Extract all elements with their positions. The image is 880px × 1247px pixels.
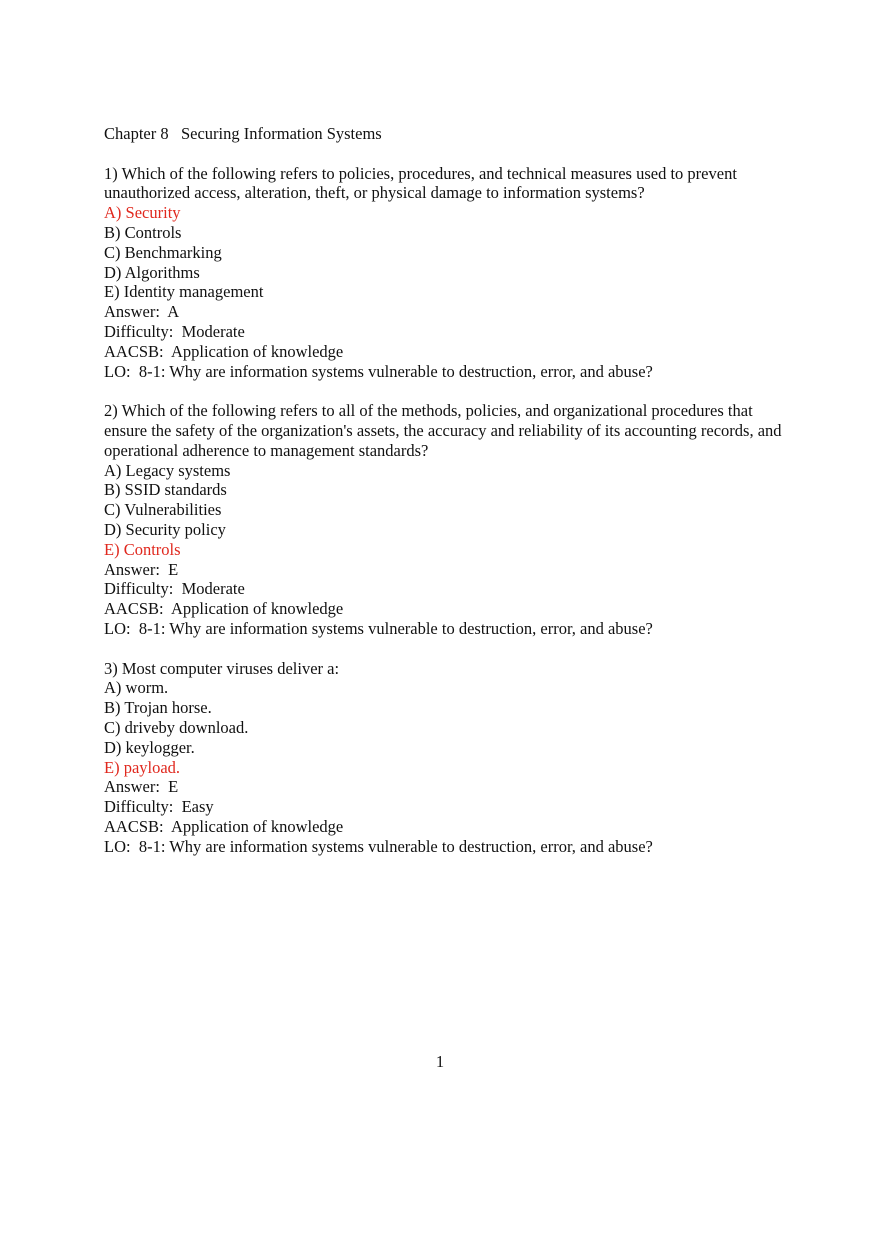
question-block-2 [104, 401, 794, 639]
difficulty-line: Difficulty: Moderate [104, 579, 245, 599]
difficulty-line: Difficulty: Easy [104, 797, 214, 817]
option-b: B) Trojan horse. [104, 698, 212, 718]
difficulty-line: Difficulty: Moderate [104, 321, 245, 341]
aacsb-line: AACSB: Application of knowledge [104, 599, 344, 619]
option-e: E) Identity management [104, 282, 264, 302]
page-content [104, 124, 794, 856]
option-c: C) Vulnerabilities [104, 500, 222, 520]
option-d: D) Security policy [104, 519, 226, 539]
question-text: 3) Most computer viruses deliver a: [104, 658, 340, 678]
chapter-title: Chapter 8 Securing Information Systems [104, 124, 382, 143]
option-b: B) Controls [104, 222, 182, 242]
lo-line: LO: 8-1: Why are information systems vulnerable to destruction, error, and abuse? [104, 618, 653, 638]
answer-line: Answer: A [104, 302, 180, 322]
aacsb-line: AACSB: Application of knowledge [104, 816, 344, 836]
option-b: B) SSID standards [104, 480, 227, 500]
option-e-correct: E) payload. [104, 757, 181, 777]
option-c: C) Benchmarking [104, 242, 222, 262]
answer-line: Answer: E [104, 559, 179, 579]
question-block-3 [104, 659, 794, 857]
option-c: C) driveby download. [104, 717, 249, 737]
question-text: 1) Which of the following refers to policies, procedures, and technical measures used to prevent unauthorized access, alteration, theft, or physical damage to information systems? [104, 163, 737, 203]
question-block-1 [104, 164, 794, 382]
option-a: A) worm. [104, 678, 169, 698]
spacer [104, 639, 794, 659]
lo-line: LO: 8-1: Why are information systems vulnerable to destruction, error, and abuse? [104, 361, 653, 381]
lo-line: LO: 8-1: Why are information systems vulnerable to destruction, error, and abuse? [104, 836, 653, 856]
spacer [104, 144, 794, 164]
option-d: D) keylogger. [104, 737, 195, 757]
option-a: A) Legacy systems [104, 460, 231, 480]
option-e-correct: E) Controls [104, 539, 181, 559]
question-text: 2) Which of the following refers to all of the methods, policies, and organizational procedures that ensure the safety of the organization's assets, the accuracy and reliability of its accounting records, and operational adherence to management standards? [104, 401, 782, 460]
answer-line: Answer: E [104, 777, 179, 797]
option-a-correct: A) Security [104, 203, 181, 223]
aacsb-line: AACSB: Application of knowledge [104, 341, 344, 361]
option-d: D) Algorithms [104, 262, 200, 282]
page-number: 1 [435, 1052, 445, 1071]
spacer [104, 381, 794, 401]
